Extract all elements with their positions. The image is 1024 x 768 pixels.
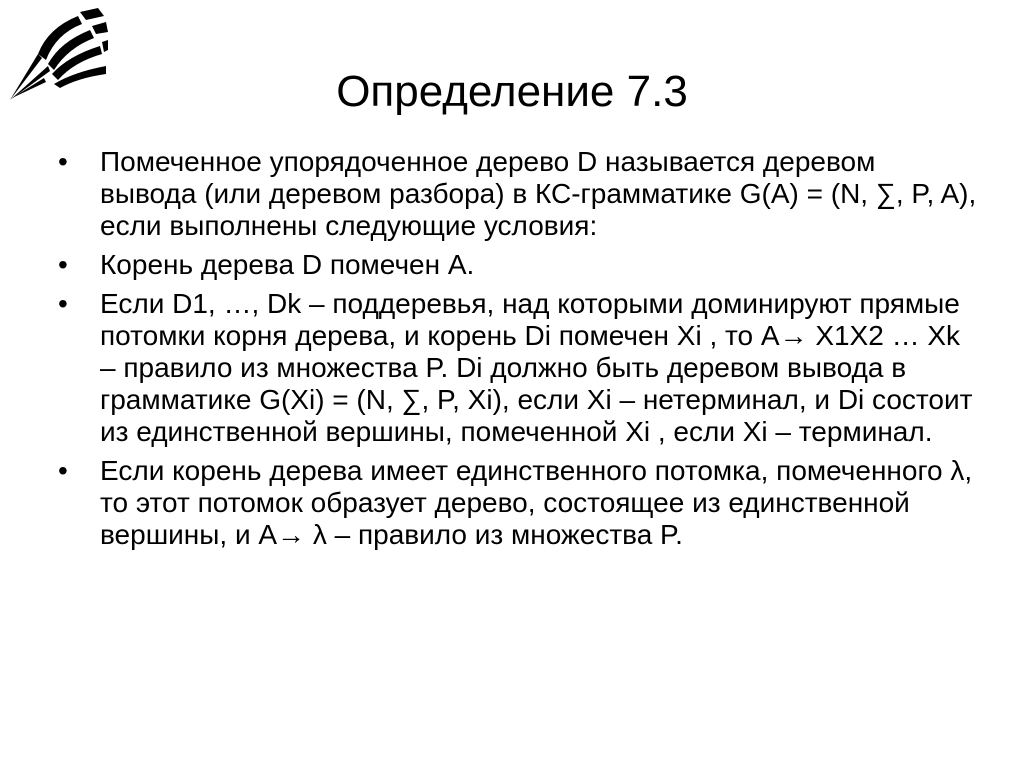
bullet-text: Корень дерева D помечен A. [100, 249, 475, 280]
list-item [58, 146, 978, 242]
list-item [58, 249, 978, 281]
list-item [58, 455, 978, 551]
bullet-marker: • [58, 455, 68, 486]
bullet-text: Если корень дерева имеет единственного потомка, помеченного λ, то этот потомок образует дерево, состоящее из единственной вершины, и A→ λ – правило из множества P. [100, 455, 973, 550]
bullet-text: Если D1, …, Dk – поддеревья, над которыми доминируют прямые потомки корня дерева, и корень Di помечен Xi , то A→ X1X2 … Xk – правило из множества P. Di должно быть деревом вывода в грамматике G(Xi) = (N, ∑, P, Xi), если Xi – нетерминал, и Di состоит из единственной вершины, помеченной Xi , если Xi – терминал. [100, 288, 973, 447]
bullet-text: Помеченное упорядоченное дерево D называется деревом вывода (или деревом разбора) в КС-грамматике G(A) = (N, ∑, P, A), если выполнены следующие условия: [100, 146, 977, 241]
bullet-marker: • [58, 249, 68, 280]
list-item [58, 288, 978, 448]
slide-title: Определение 7.3 [336, 67, 688, 116]
bullet-marker: • [58, 146, 68, 177]
bullet-marker: • [58, 288, 68, 319]
bullet-list [58, 146, 978, 558]
